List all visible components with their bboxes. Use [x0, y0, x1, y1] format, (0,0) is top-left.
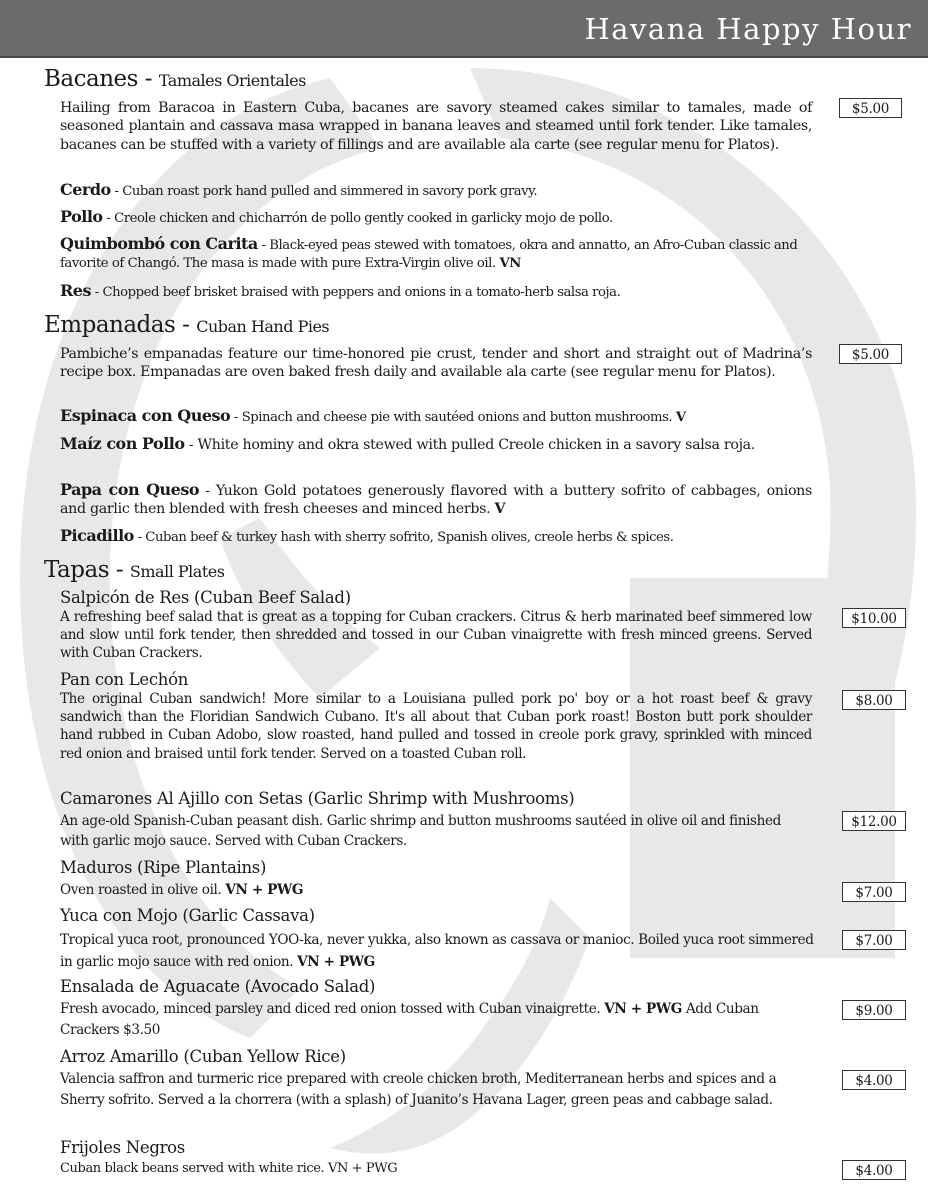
diet-tag: VN + PWG — [297, 954, 375, 970]
menu-item — [60, 235, 812, 274]
price-tag: $8.00 — [842, 690, 906, 710]
section-subtitle: Tamales Orientales — [158, 71, 306, 90]
item-desc: The original Cuban sandwich! More similar to a Louisiana pulled pork po' boy or a hot roast beef & gravy sandwich than the Floridian Sandwich Cubano. It's all about that Cuban pork roast! Boston butt pork shoulder hand rubbed in Cuban Adobo, slow roasted, hand pulled and tossed in creole pork gravy, sprinkled with minced red onion and braised until fork tender. Served on a toasted Cuban roll. — [60, 691, 812, 762]
section-name: Empanadas — [44, 312, 176, 338]
item-desc-wrap — [60, 880, 812, 900]
item-name: Maduros (Ripe Plantains) — [60, 858, 267, 877]
item-name: Pan con Lechón — [60, 670, 189, 689]
item-desc: Cuban black beans served with white rice. VN + PWG — [60, 1161, 398, 1176]
item-desc: - Cuban roast pork hand pulled and simmered in savory pork gravy. — [110, 184, 538, 199]
item-desc: - Chopped beef brisket braised with peppers and onions in a tomato-herb salsa roja. — [90, 285, 621, 300]
diet-tag: VN — [499, 256, 521, 272]
item-name: Quimbombó con Carita — [60, 234, 258, 253]
item-name: Cerdo — [60, 180, 111, 199]
item-name: Frijoles Negros — [60, 1138, 185, 1157]
page-title: Havana Happy Hour — [584, 12, 912, 46]
item-desc: - Cuban beef & turkey hash with sherry sofrito, Spanish olives, creole herbs & spices. — [133, 530, 674, 545]
menu-item — [60, 208, 812, 228]
menu-item — [60, 527, 812, 547]
menu-item — [60, 181, 812, 201]
diet-tag: V — [675, 410, 686, 425]
section-separator: - — [137, 66, 159, 92]
section-subtitle: Small Plates — [129, 562, 225, 581]
item-desc-wrap — [60, 929, 820, 973]
price-empanadas: $5.00 — [839, 344, 902, 364]
item-name: Pollo — [60, 207, 103, 226]
menu-item — [60, 481, 812, 519]
item-name: Res — [60, 281, 91, 300]
price-tag: $7.00 — [842, 930, 906, 950]
page-header — [0, 0, 928, 58]
item-name: Picadillo — [60, 526, 134, 545]
item-name: Ensalada de Aguacate (Avocado Salad) — [60, 977, 376, 996]
item-name: Maíz con Pollo — [60, 434, 185, 453]
item-desc: Valencia saffron and turmeric rice prepared with creole chicken broth, Mediterranean herbs and spices and a Sherry sofrito. Served a la chorrera (with a splash) of Juanito’s Havana Lager, green peas and cabbage salad. — [60, 1071, 777, 1108]
item-addon: Add Cuban Crackers $3.50 — [60, 1001, 759, 1038]
item-desc: A refreshing beef salad that is great as a topping for Cuban crackers. Citrus & herb marinated beef simmered low and slow until fork tender, then shredded and tossed in our Cuban vinaigrette with fresh minced greens. Served with Cuban Crackers. — [60, 609, 812, 662]
menu-item — [60, 435, 812, 454]
section-separator: - — [109, 557, 130, 583]
price-tag: $4.00 — [842, 1160, 906, 1180]
item-name: Camarones Al Ajillo con Setas (Garlic Shrimp with Mushrooms) — [60, 789, 575, 808]
menu-item — [60, 407, 812, 427]
item-desc: Tropical yuca root, pronounced YOO-ka, never yukka, also known as cassava or manioc. Boiled yuca root simmered in garlic mojo sauce with red onion. — [60, 932, 814, 970]
section-subtitle: Cuban Hand Pies — [196, 317, 330, 336]
item-desc: Oven roasted in olive oil. — [60, 882, 226, 898]
item-desc: An age-old Spanish-Cuban peasant dish. Garlic shrimp and button mushrooms sautéed in olive oil and finished with garlic mojo sauce. Served with Cuban Crackers. — [60, 813, 781, 850]
section-title-bacanes — [44, 66, 306, 92]
item-desc: - Spinach and cheese pie with sautéed onions and button mushrooms. — [230, 410, 676, 425]
section-intro-empanadas: Pambiche’s empanadas feature our time-honored pie crust, tender and short and straight out of Madrina’s recipe box. Empanadas are oven baked fresh daily and available ala carte (see regular menu for Platos). — [60, 346, 812, 381]
diet-tag: VN + PWG — [225, 882, 304, 898]
item-desc-wrap — [60, 999, 812, 1041]
section-intro-bacanes: Hailing from Baracoa in Eastern Cuba, bacanes are savory steamed cakes similar to tamales, made of seasoned plantain and cassava masa wrapped in banana leaves and steamed until fork tender. Like tamales, bacanes can be stuffed with a variety of fillings and are available ala carte (see regular menu for Platos). — [60, 100, 812, 153]
item-desc: - White hominy and okra stewed with pulled Creole chicken in a savory salsa roja. — [184, 437, 756, 453]
price-tag: $10.00 — [842, 608, 906, 628]
diet-tag: VN + PWG — [604, 1001, 682, 1017]
price-tag: $7.00 — [842, 882, 906, 902]
price-tag: $4.00 — [842, 1070, 906, 1090]
section-name: Bacanes — [44, 66, 138, 92]
item-desc: - Creole chicken and chicharrón de pollo gently cooked in garlicky mojo de pollo. — [102, 211, 613, 226]
item-name: Papa con Queso — [60, 480, 200, 499]
section-separator: - — [175, 312, 197, 338]
item-desc: - Yukon Gold potatoes generously flavored with a buttery sofrito of cabbages, onions and garlic then blended with fresh cheeses and minced herbs. — [60, 483, 813, 518]
price-tag: $12.00 — [842, 811, 906, 831]
price-bacanes: $5.00 — [839, 98, 902, 118]
item-name: Salpicón de Res (Cuban Beef Salad) — [60, 588, 351, 607]
menu-item — [60, 282, 812, 302]
section-title-tapas — [44, 557, 224, 583]
section-name: Tapas — [44, 557, 110, 583]
item-name: Yuca con Mojo (Garlic Cassava) — [60, 906, 315, 925]
item-name: Arroz Amarillo (Cuban Yellow Rice) — [60, 1047, 346, 1066]
price-tag: $9.00 — [842, 1000, 906, 1020]
diet-tag: V — [494, 501, 506, 518]
item-name: Espinaca con Queso — [60, 406, 231, 425]
item-desc: - Black-eyed peas stewed with tomatoes, okra and annatto, an Afro-Cuban classic and favorite of Changó. The masa is made with pure Extra-Virgin olive oil. — [60, 238, 798, 272]
section-title-empanadas — [44, 312, 329, 338]
item-desc: Fresh avocado, minced parsley and diced red onion tossed with Cuban vinaigrette. — [60, 1001, 605, 1017]
